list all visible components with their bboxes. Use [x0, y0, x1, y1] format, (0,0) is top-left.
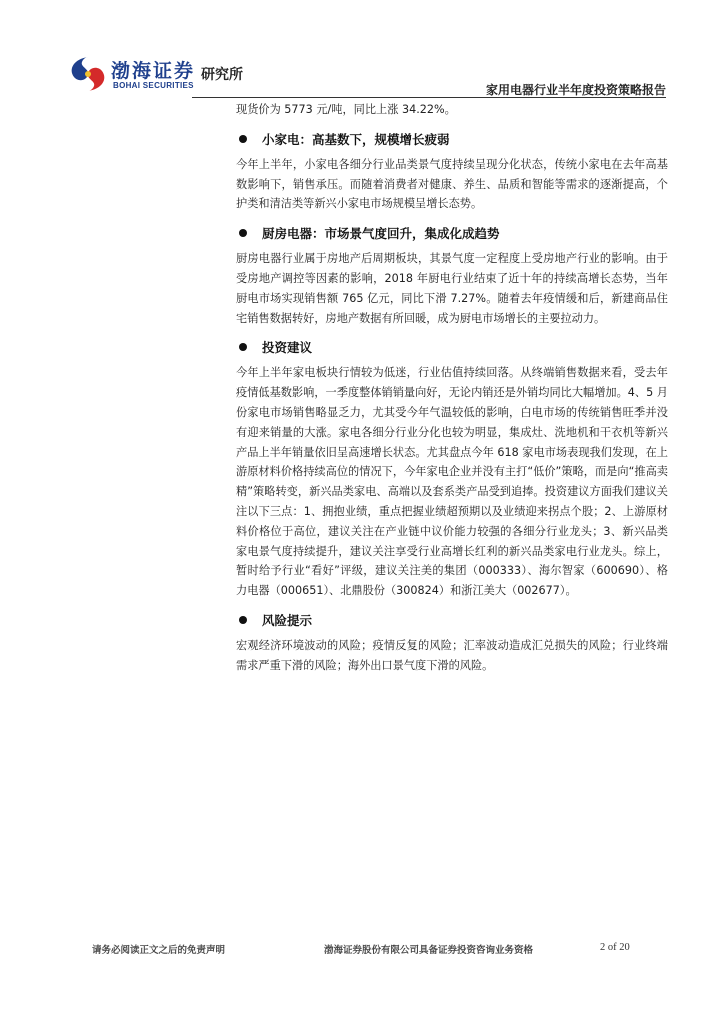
- paragraph-investment-advice: 今年上半年家电板块行情较为低迷，行业估值持续回落。从终端销售数据来看，受去年疫情低基数影响，一季度整体销销量向好，无论内销还是外销均同比大幅增加。4、5 月份家电市场销售略显乏力，尤其受今年气温较低的影响，白电市场的传统销售旺季并没有迎来销量的大涨。家电各细分行业分化也较为明显，集成灶、洗地机和干衣机等新兴产品上半年销量依旧呈高速增长状态。尤其盘点今年 618 家电市场表现我们发现，在上游原材料价格持续高位的情况下，今年家电企业并没有主打“低价”策略，而是向“推高卖精”策略转变，新兴品类家电、高端以及套系类产品受到追捧。投资建议方面我们建议关注以下三点：1、拥抱业绩，重点把握业绩超预期以及业绩迎来拐点个股；2、上游原材料价格位于高位，建议关注在产业链中议价能力较强的各细分行业龙头；3、新兴品类家电景气度持续提升，建议关注享受行业高增长红利的新兴品类家电行业龙头。综上，暂时给予行业“看好”评级，建议关注美的集团（000333）、海尔智家（600690）、格力电器（000651）、北鼎股份（300824）和浙江美大（002677）。: [236, 366, 668, 598]
- bohai-logo-icon: [66, 55, 110, 93]
- footer-disclaimer: 请务必阅读正文之后的免责声明: [92, 945, 226, 956]
- bullet-icon: [239, 135, 247, 143]
- paragraph-kitchen-appliances: 厨房电器行业属于房地产后周期板块，其景气度一定程度上受房地产行业的影响。由于受房地产调控等因素的影响，2018 年厨电行业结束了近十年的持续高增长态势，当年厨电市场实现销售额 765 亿元，同比下滑 7.27%。随着去年疫情缓和后，新建商品住宅销售数据转好，房地产数据有所回暖，成为厨电市场增长的主要拉动力。: [236, 252, 668, 325]
- bullet-icon: [239, 343, 247, 351]
- bullet-icon: [239, 616, 247, 624]
- brand-name-cn: 渤海证券: [111, 60, 196, 82]
- paragraph-risk-warning: 宏观经济环境波动的风险；疫情反复的风险；汇率波动造成汇兑损失的风险；行业终端需求严重下滑的风险；海外出口景气度下滑的风险。: [236, 638, 668, 672]
- page-header: [0, 0, 724, 100]
- institute-label: 研究所: [201, 67, 243, 83]
- footer-qualification: 渤海证券股份有限公司具备证券投资咨询业务资格: [324, 945, 534, 956]
- section-heading: 投资建议: [262, 340, 313, 356]
- paragraph-price: 现货价为 5773 元/吨，同比上涨 34.22%。: [236, 103, 456, 116]
- heading-investment-advice: [236, 336, 668, 358]
- bullet-icon: [239, 229, 247, 237]
- section-heading: 小家电：高基数下，规模增长疲弱: [262, 131, 450, 147]
- brand-name-en: BOHAI SECURITIES: [113, 81, 194, 90]
- page-footer: [0, 942, 724, 962]
- section-heading: 厨房电器：市场景气度回升，集成化成趋势: [262, 226, 500, 242]
- report-title: 家用电器行业半年度投资策略报告: [485, 83, 666, 97]
- heading-small-appliances: [236, 128, 668, 150]
- page-number: 2 of 20: [600, 942, 630, 953]
- heading-risk-warning: [236, 609, 668, 631]
- heading-kitchen-appliances: [236, 222, 668, 244]
- header-divider: [192, 97, 666, 98]
- main-content: [236, 100, 668, 684]
- paragraph-small-appliances: 今年上半年，小家电各细分行业品类景气度持续呈现分化状态，传统小家电在去年高基数影响下，销售承压。而随着消费者对健康、养生、品质和智能等需求的逐渐提高，个护类和清洁类等新兴小家电市场规模呈增长态势。: [236, 157, 668, 211]
- section-heading: 风险提示: [262, 612, 313, 628]
